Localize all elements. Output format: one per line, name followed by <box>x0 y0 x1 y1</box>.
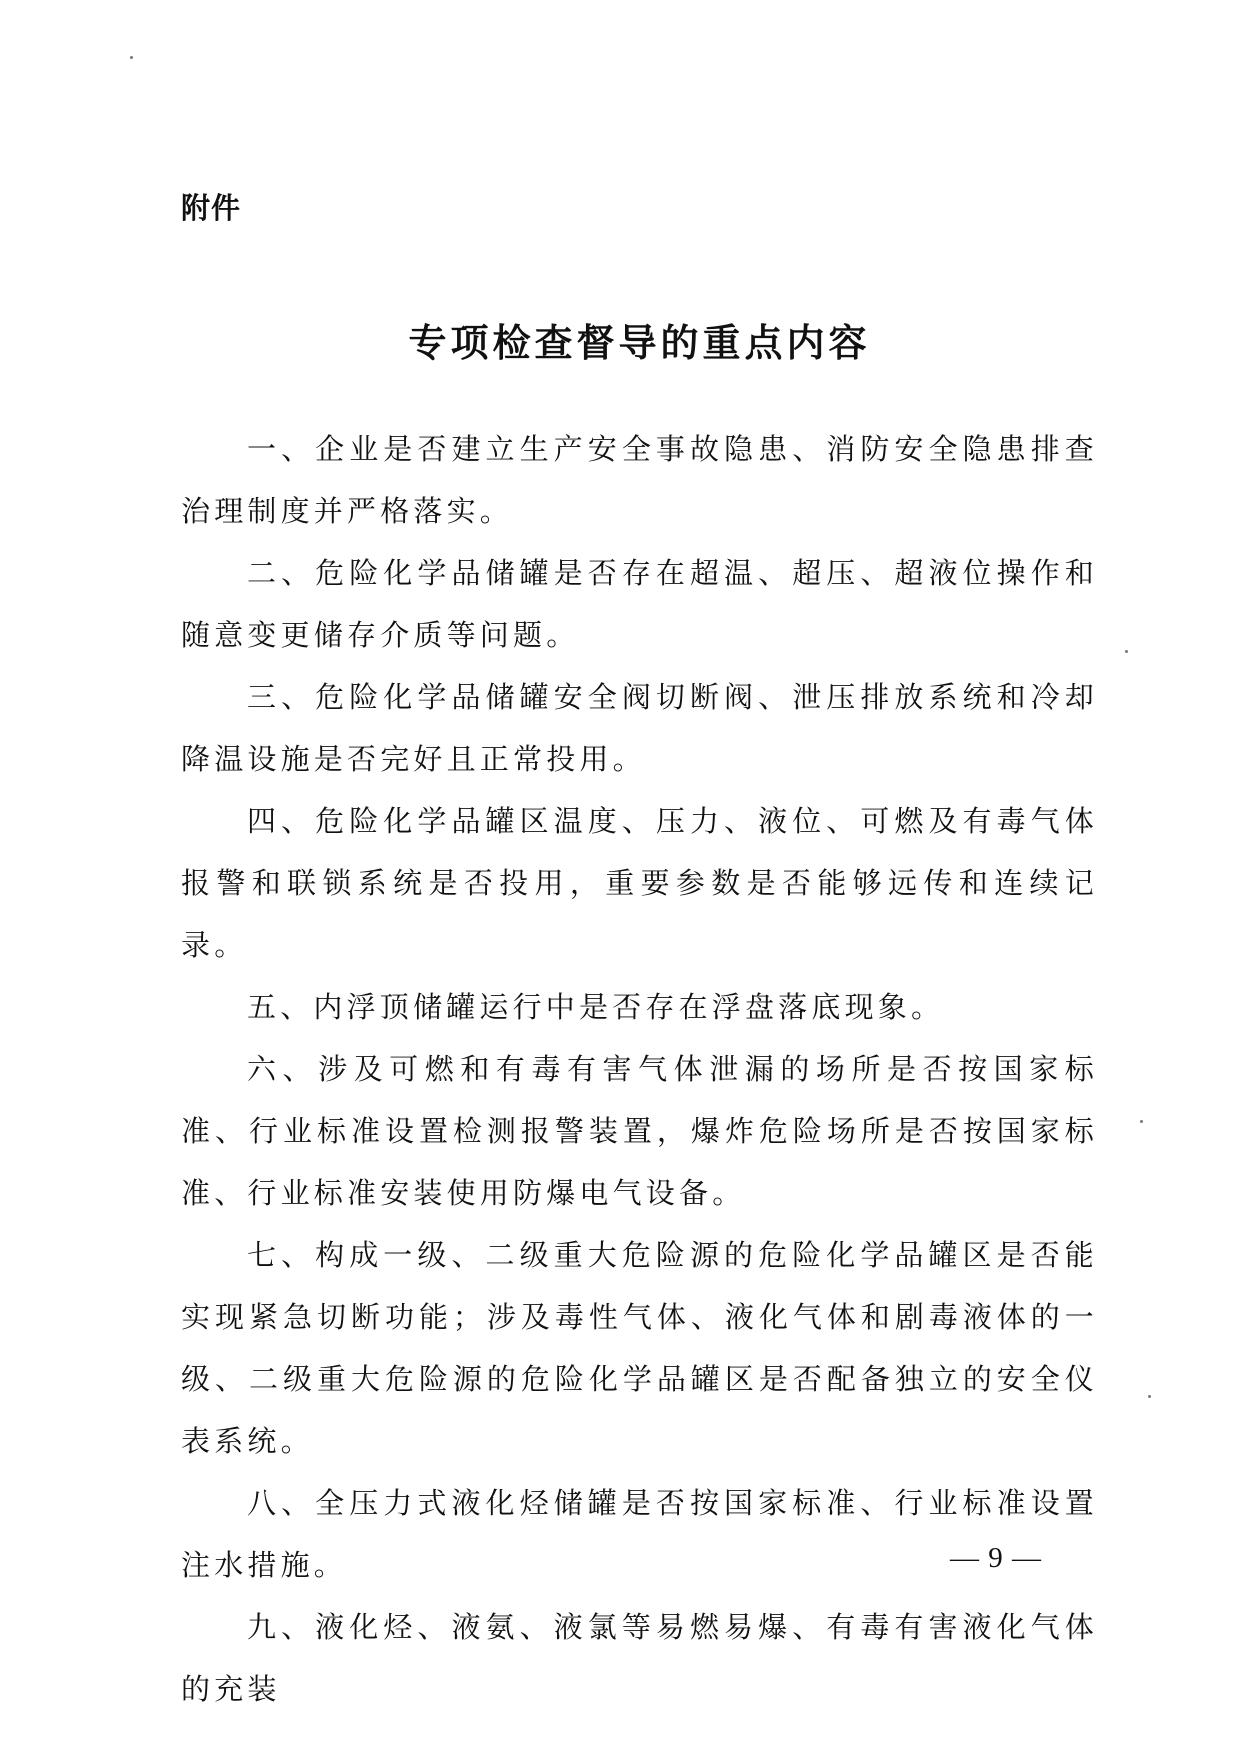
paragraph-8: 八、全压力式液化烃储罐是否按国家标准、行业标准设置注水措施。 <box>181 1486 1098 1582</box>
paragraph-5: 五、内浮顶储罐运行中是否存在浮盘落底现象。 <box>247 990 945 1024</box>
page-number: — 9 — <box>950 1542 1042 1574</box>
scan-speck <box>130 56 133 59</box>
paragraph-1: 一、企业是否建立生产安全事故隐患、消防安全隐患排查治理制度并严格落实。 <box>181 432 1098 528</box>
paragraph-9: 九、液化烃、液氨、液氯等易燃易爆、有毒有害液化气体的充装 <box>181 1610 1098 1706</box>
body-text <box>181 418 1098 1720</box>
paragraph-2: 二、危险化学品储罐是否存在超温、超压、超液位操作和随意变更储存介质等问题。 <box>181 556 1098 652</box>
scan-speck <box>1125 650 1128 653</box>
paragraph-7: 七、构成一级、二级重大危险源的危险化学品罐区是否能实现紧急切断功能；涉及毒性气体、液化气体和剧毒液体的一级、二级重大危险源的危险化学品罐区是否配备独立的安全仪表系统。 <box>181 1238 1098 1458</box>
paragraph-6: 六、涉及可燃和有毒有害气体泄漏的场所是否按国家标准、行业标准设置检测报警装置，爆炸危险场所是否按国家标准、行业标准安装使用防爆电气设备。 <box>181 1052 1098 1210</box>
paragraph-4: 四、危险化学品罐区温度、压力、液位、可燃及有毒气体报警和联锁系统是否投用，重要参数是否能够远传和连续记录。 <box>181 804 1098 962</box>
document-title: 专项检查督导的重点内容 <box>408 320 871 365</box>
attachment-label: 附件 <box>181 191 242 225</box>
paragraph-3: 三、危险化学品储罐安全阀切断阀、泄压排放系统和冷却降温设施是否完好且正常投用。 <box>181 680 1098 776</box>
scan-speck <box>1140 1120 1143 1123</box>
scan-speck <box>1148 1395 1151 1398</box>
